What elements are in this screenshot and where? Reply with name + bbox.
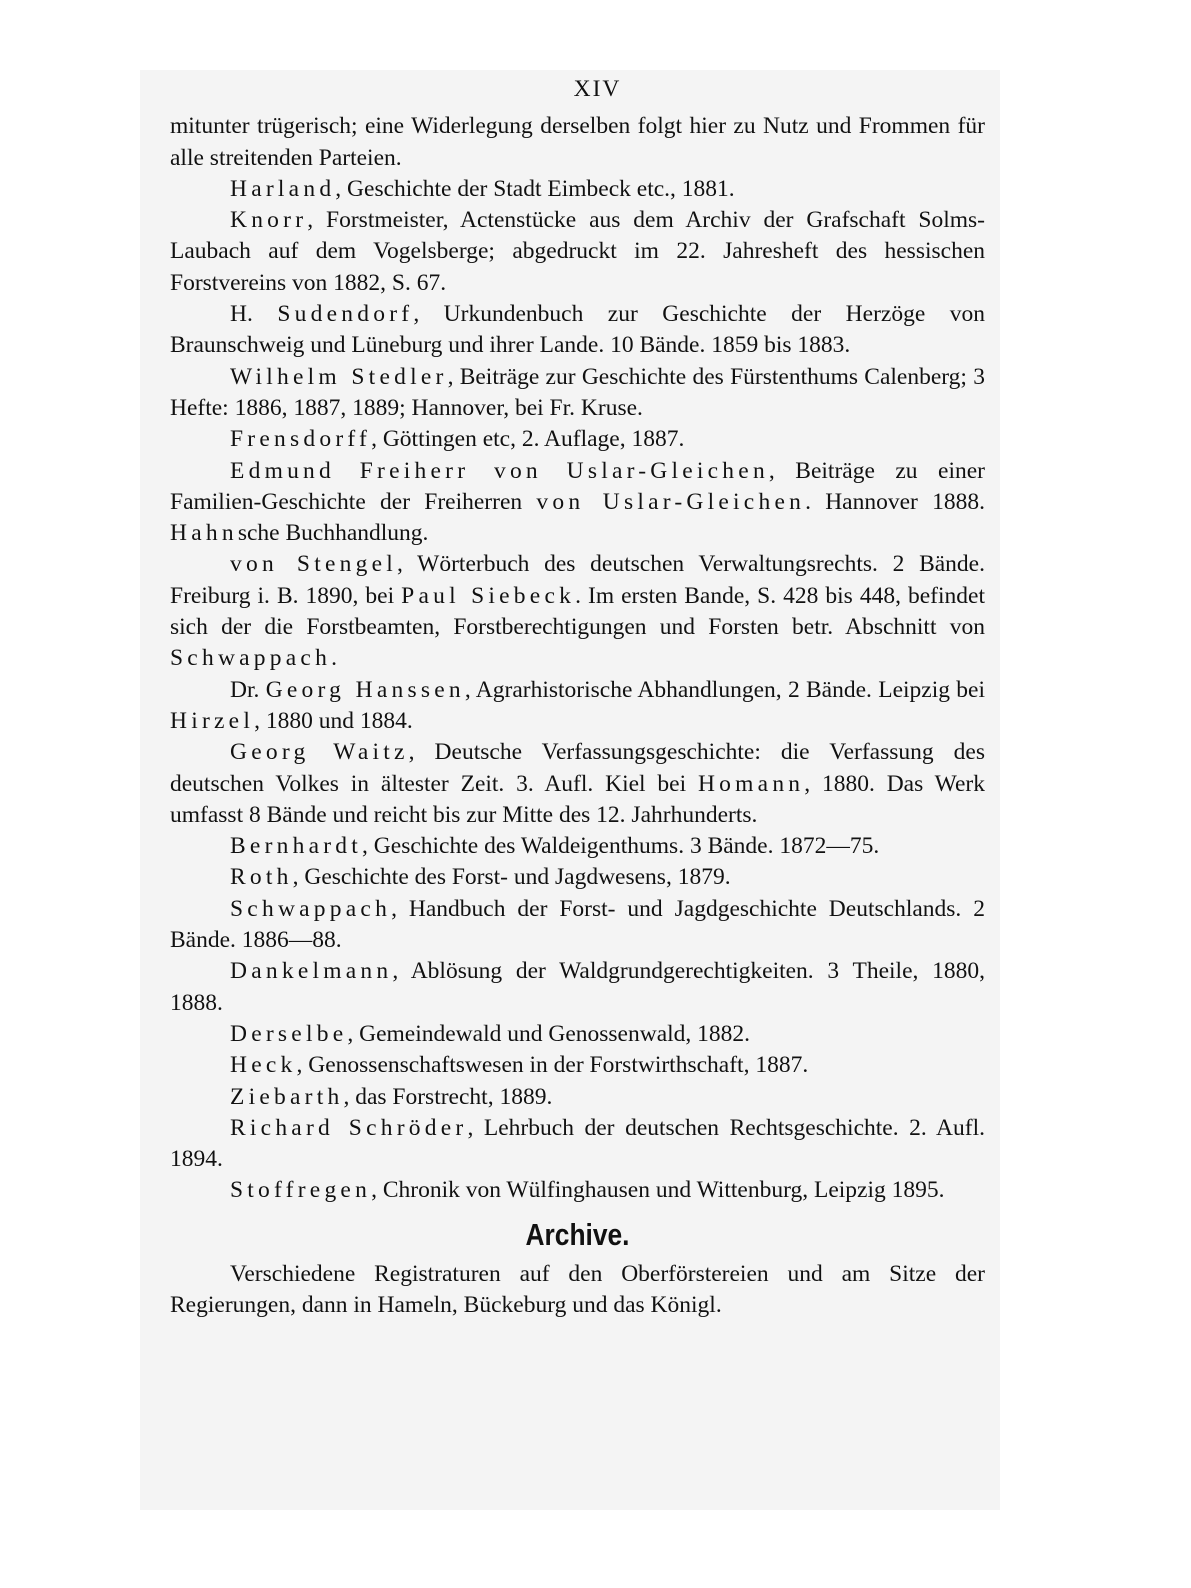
bibliography-entry: Georg Waitz, Deutsche Verfassungsgeschichte: die Verfassung des deutschen Volkes in ältester Zeit. 3. Aufl. Kiel bei Homann, 1880. Das Werk umfasst 8 Bände und reicht bis zur Mitte des 12. Jahrhunderts. (170, 739, 985, 828)
bibliography-entry: Wilhelm Stedler, Beiträge zur Geschichte des Fürstenthums Calenberg; 3 Hefte: 1886, 1887, 1889; Hannover, bei Fr. Kruse. (170, 363, 985, 421)
intro-paragraph: mitunter trügerisch; eine Widerlegung derselben folgt hier zu Nutz und Frommen für alle streitenden Parteien. (170, 113, 985, 171)
archive-heading: Archive. (525, 1216, 630, 1252)
bibliography-entry: Frensdorff, Göttingen etc, 2. Auflage, 1887. (230, 426, 685, 453)
bibliography-entry: Edmund Freiherr von Uslar-Gleichen, Beiträge zu einer Familien-Geschichte der Freiherren von Uslar-Gleichen. Hannover 1888. Hahnsche Buchhandlung. (170, 457, 985, 547)
archive-paragraph: Verschiedene Registraturen auf den Oberförstereien und am Sitze der Regierungen, dann in Hameln, Bückeburg und das Königl. (170, 1260, 985, 1318)
bibliography-entry: Harland, Geschichte der Stadt Eimbeck etc., 1881. (230, 175, 735, 202)
bibliography-entry: Roth, Geschichte des Forst- und Jagdwesens, 1879. (230, 864, 731, 891)
bibliography-entry: Knorr, Forstmeister, Actenstücke aus dem Archiv der Grafschaft Solms-Laubach auf dem Vogelsberge; abgedruckt im 22. Jahresheft des hessischen Forstvereins von 1882, S. 67. (170, 207, 985, 296)
bibliography-entry: Heck, Genossenschaftswesen in der Forstwirthschaft, 1887. (230, 1052, 809, 1079)
bibliography-entry: Ziebarth, das Forstrecht, 1889. (230, 1083, 553, 1110)
bibliography-entry: Dankelmann, Ablösung der Waldgrundgerechtigkeiten. 3 Theile, 1880, 1888. (170, 958, 985, 1016)
bibliography-entry: Bernhardt, Geschichte des Waldeigenthums. 3 Bände. 1872—75. (230, 833, 880, 860)
bibliography-entry: Richard Schröder, Lehrbuch der deutschen Rechtsgeschichte. 2. Aufl. 1894. (170, 1114, 985, 1173)
bibliography-entry: von Stengel, Wörterbuch des deutschen Verwaltungsrechts. 2 Bände. Freiburg i. B. 1890, bei Paul Siebeck. Im ersten Bande, S. 428 bis 448, befindet sich der die Forstbeamten, Forstberechtigungen und Forsten betr. Abschnitt von Schwappach. (170, 551, 985, 672)
page-number: XIV (573, 76, 622, 102)
bibliography-entry: Schwappach, Handbuch der Forst- und Jagdgeschichte Deutschlands. 2 Bände. 1886—88. (170, 895, 985, 954)
page-text (170, 74, 985, 1321)
bibliography-entry: Derselbe, Gemeindewald und Genossenwald, 1882. (230, 1020, 751, 1047)
bibliography-entry: Dr. Georg Hanssen, Agrarhistorische Abhandlungen, 2 Bände. Leipzig bei Hirzel, 1880 und 1884. (170, 676, 986, 734)
bibliography-entry: H. Sudendorf, Urkundenbuch zur Geschichte der Herzöge von Braunschweig und Lüneburg und ihrer Lande. 10 Bände. 1859 bis 1883. (170, 301, 985, 359)
bibliography-entry: Stoffregen, Chronik von Wülfinghausen und Wittenburg, Leipzig 1895. (230, 1177, 945, 1204)
